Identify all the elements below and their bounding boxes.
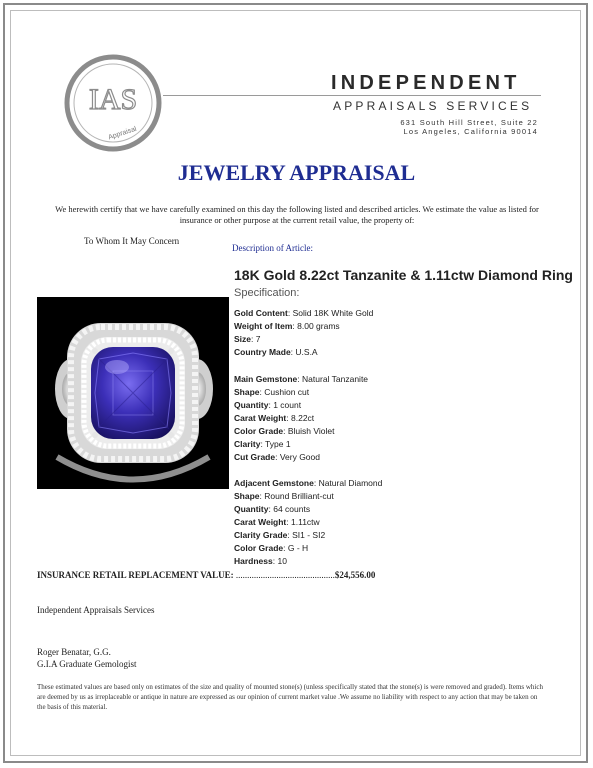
- logo-subtext: Appraisal: [107, 125, 138, 142]
- spec-size: Size: 7: [234, 334, 261, 344]
- insurance-value-amount: $24,556.00: [334, 570, 376, 580]
- spec-main-quantity: Quantity: 1 count: [234, 400, 302, 410]
- spec-main-gemstone: Main Gemstone: Natural Tanzanite: [234, 374, 369, 384]
- spec-country: Country Made: U.S.A: [234, 347, 318, 357]
- spec-adjacent-quantity: Quantity: 64 counts: [234, 504, 311, 514]
- spec-adjacent-carat: Carat Weight: 1.11ctw: [234, 517, 320, 527]
- disclaimer: These estimated values are based only on estimates of the size and quality of mounted stone(s) (unless specifically stated that the stone(s) is were removed and graded). Items which are deemed by us as irreplaceable or antique in nature are expressed as our opinion of current market value .We assume no liability with respect to any action that may be taken on the basis of this material.: [37, 683, 543, 711]
- item-title: 18K Gold 8.22ct Tanzanite & 1.11ctw Diamond Ring: [234, 267, 573, 283]
- spec-gold-content: Gold Content: Solid 18K White Gold: [234, 308, 374, 318]
- spec-adjacent-hardness: Hardness: 10: [234, 556, 287, 566]
- company-subtitle: APPRAISALS SERVICES: [333, 99, 533, 113]
- signer-title: G.I.A Graduate Gemologist: [37, 659, 137, 669]
- company-name: INDEPENDENT: [331, 72, 521, 94]
- ias-logo: [63, 53, 163, 153]
- spec-main-carat: Carat Weight: 8.22ct: [234, 413, 315, 423]
- logo-text: IAS: [88, 83, 138, 116]
- spec-adjacent-color: Color Grade: G - H: [234, 543, 309, 553]
- insurance-value-label: INSURANCE RETAIL REPLACEMENT VALUE:: [37, 570, 234, 580]
- address-line-1: 631 South Hill Street, Suite 22: [400, 118, 538, 127]
- insurance-value-line: [37, 570, 437, 580]
- ring-photo: [37, 297, 229, 489]
- signer-name: Roger Benatar, G.G.: [37, 647, 111, 657]
- company-footer: Independent Appraisals Services: [37, 605, 155, 615]
- recipient: To Whom It May Concern: [84, 236, 180, 246]
- address-line-2: Los Angeles, California 90014: [403, 127, 538, 136]
- description-label: Description of Article:: [232, 243, 313, 253]
- specification-label: Specification:: [234, 287, 300, 299]
- spec-adjacent-gemstone: Adjacent Gemstone: Natural Diamond: [234, 478, 383, 488]
- spec-weight: Weight of Item: 8.00 grams: [234, 321, 340, 331]
- spec-main-color: Color Grade: Bluish Violet: [234, 426, 335, 436]
- spec-adjacent-clarity: Clarity Grade: SI1 - SI2: [234, 530, 326, 540]
- certification-text: We herewith certify that we have carefully examined on this day the following listed and described articles. We estimate the value as listed for insurance or other purpose at the current retail value, the property of:: [55, 204, 539, 225]
- spec-adjacent-shape: Shape: Round Brilliant-cut: [234, 491, 334, 501]
- header-divider: [163, 95, 541, 96]
- spec-main-shape: Shape: Cushion cut: [234, 387, 310, 397]
- spec-main-cut: Cut Grade: Very Good: [234, 452, 320, 462]
- spec-main-clarity: Clarity: Type 1: [234, 439, 291, 449]
- document-title: JEWELRY APPRAISAL: [177, 160, 416, 185]
- value-dots: ............................................: [235, 570, 335, 580]
